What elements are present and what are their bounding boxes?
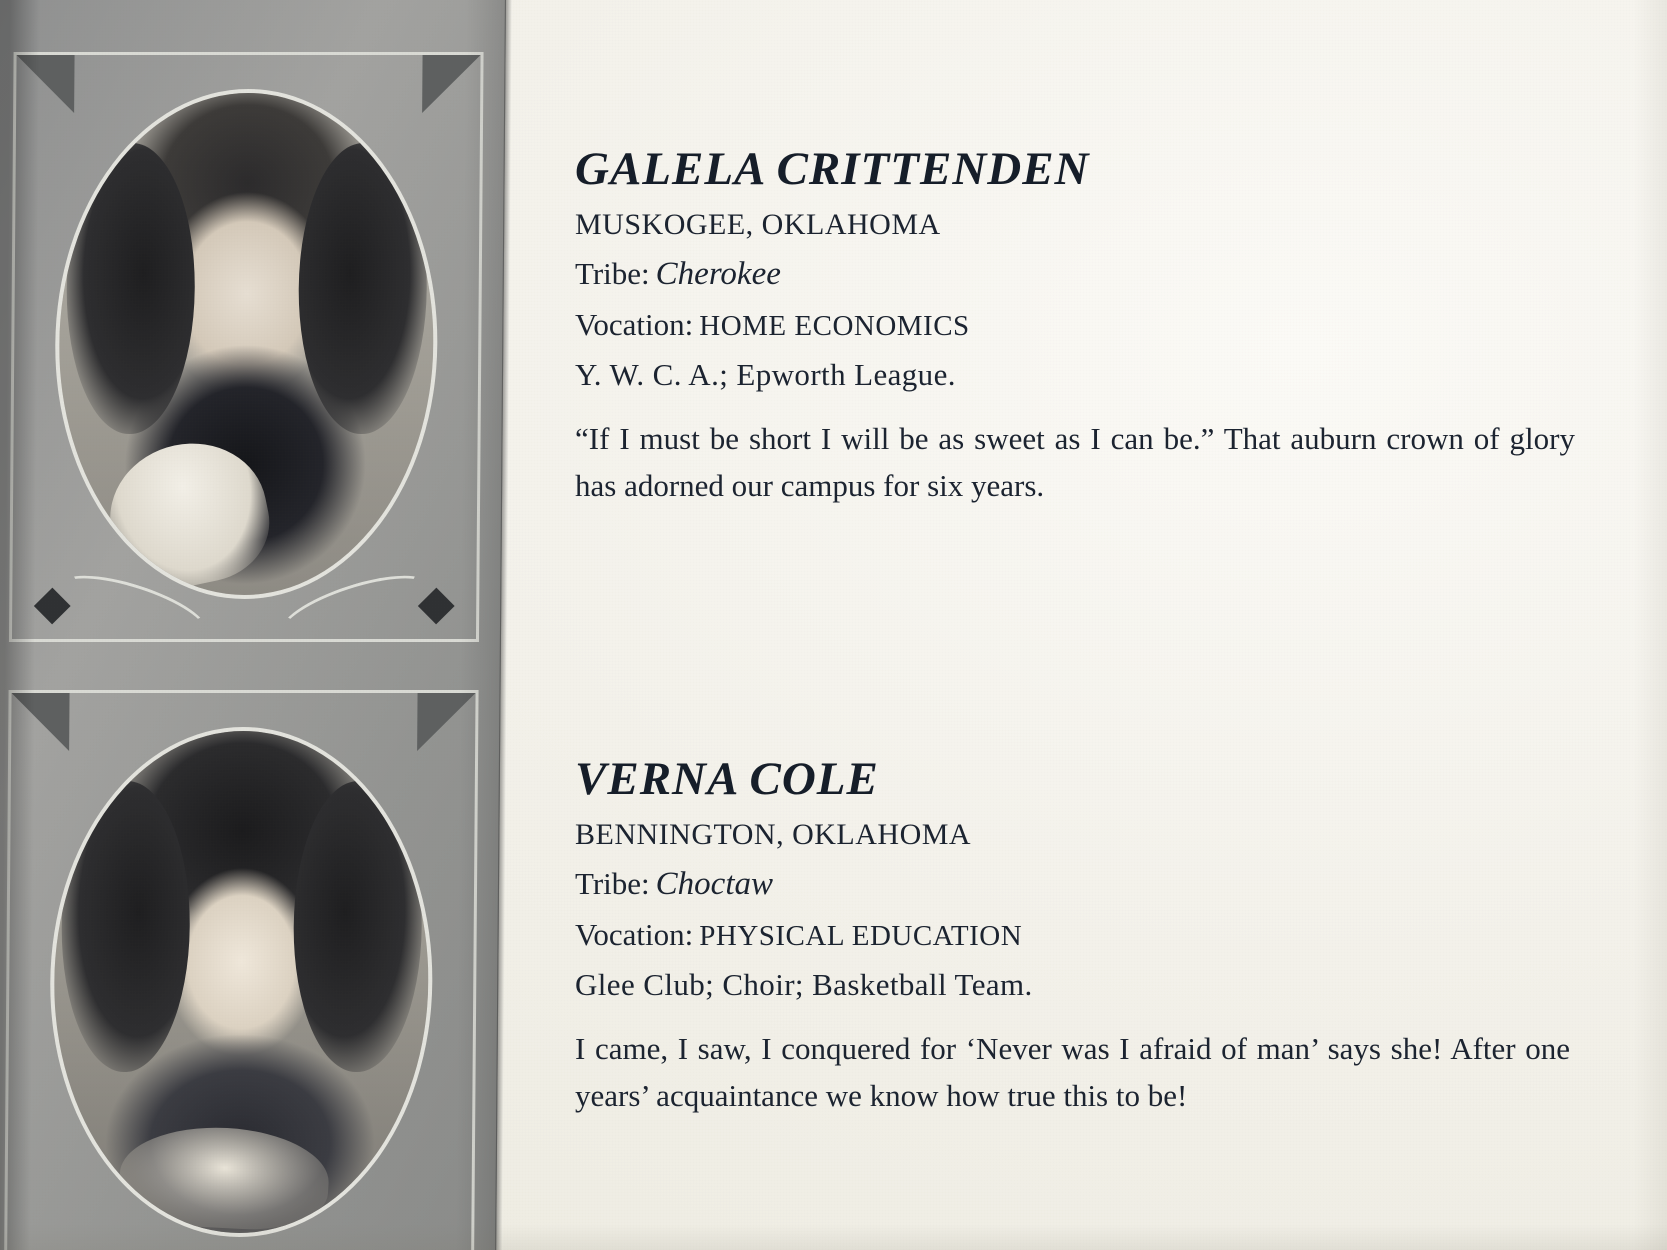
frame-ornament-top	[29, 583, 459, 629]
vocation-line	[575, 917, 1605, 953]
portrait-image-galela-crittenden	[57, 93, 435, 595]
photo-frame-bottom	[4, 690, 479, 1250]
tribe-value: Cherokee	[655, 256, 781, 292]
portrait-photograph-bottom	[48, 727, 434, 1237]
photo-column	[0, 0, 506, 1250]
student-quote: I came, I saw, I conquered for ‘Never was I afraid of man’ says she! After one years’ acquaintance we know how true this to be!	[575, 1031, 1570, 1114]
tribe-value: Choctaw	[655, 866, 773, 902]
portrait-collar	[98, 430, 280, 599]
portrait-oval-bottom	[48, 727, 434, 1237]
student-hometown: MUSKOGEE, OKLAHOMA	[575, 208, 941, 241]
page-edge-right-shadow	[1633, 0, 1667, 1250]
student-activities: Glee Club; Choir; Basketball Team.	[575, 967, 1033, 1002]
student-activities: Y. W. C. A.; Epworth League.	[575, 357, 956, 392]
vocation-line	[575, 307, 1605, 343]
tribe-line	[575, 256, 1605, 293]
portrait-hair-left	[61, 781, 190, 1072]
portrait-hair-left	[66, 143, 195, 434]
tribe-label: Tribe:	[575, 256, 650, 291]
portrait-hair-right	[293, 781, 422, 1072]
photo-frame-top	[9, 52, 484, 642]
portrait-image-verna-cole	[52, 731, 430, 1233]
portrait-photograph-top	[53, 89, 439, 599]
vocation-value: PHYSICAL EDUCATION	[699, 920, 1023, 952]
tribe-label: Tribe:	[575, 866, 650, 901]
student-name: VERNA COLE	[575, 753, 879, 805]
tribe-line	[575, 866, 1605, 903]
student-hometown: BENNINGTON, OKLAHOMA	[575, 818, 972, 851]
student-quote: “If I must be short I will be as sweet as I can be.” That auburn crown of glory has adorned our campus for six years.	[575, 421, 1575, 504]
entry-column	[575, 0, 1625, 1250]
student-entry-verna-cole	[575, 752, 1605, 1119]
vocation-value: HOME ECONOMICS	[699, 310, 970, 342]
student-name: GALELA CRITTENDEN	[575, 143, 1090, 195]
student-entry-galela-crittenden	[575, 142, 1605, 509]
portrait-collar	[117, 1122, 332, 1233]
vocation-label: Vocation:	[575, 307, 694, 342]
portrait-oval-top	[53, 89, 439, 599]
vocation-label: Vocation:	[575, 917, 694, 952]
portrait-hair-right	[298, 143, 427, 434]
